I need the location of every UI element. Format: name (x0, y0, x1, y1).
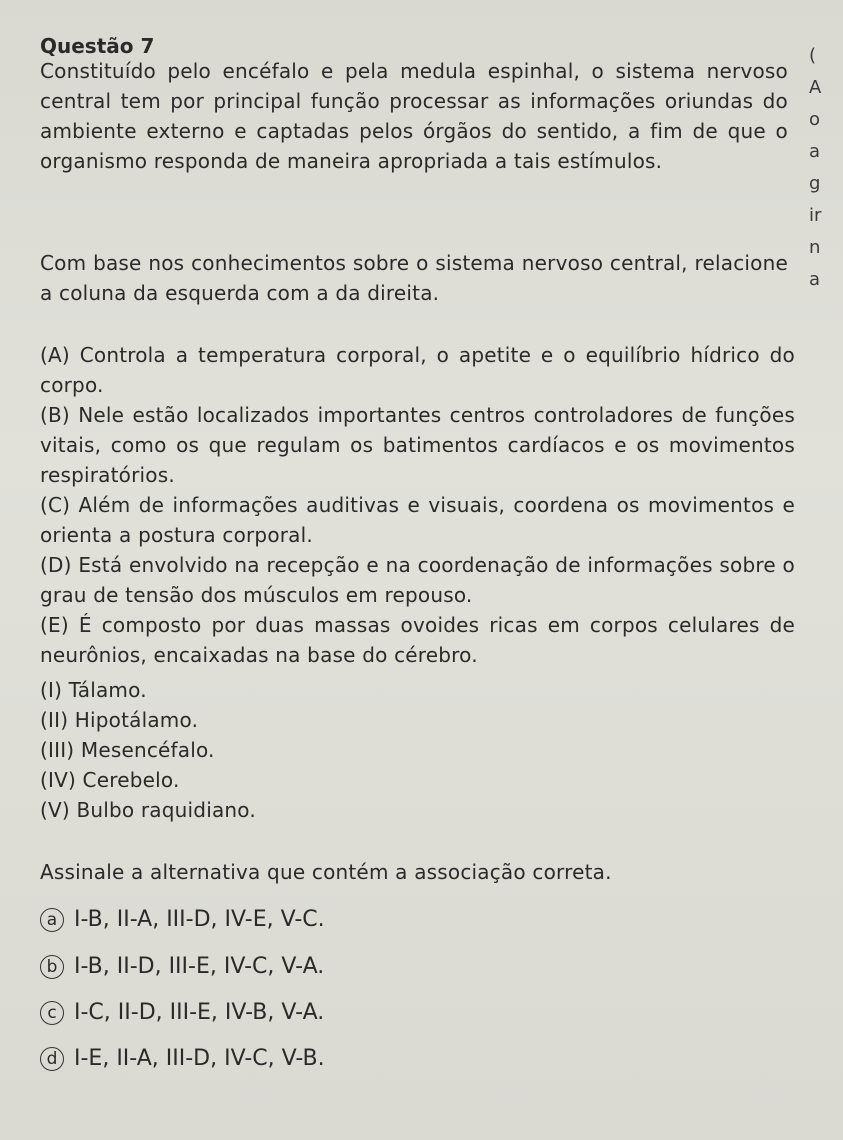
items-list (40, 675, 800, 825)
question-intro: Constituído pelo encéfalo e pela medula espinhal, o sistema nervoso central tem por principal função processar as informações oriundas do ambiente externo e captadas pelos órgãos do sentido, a fim de que o organismo responda de maneira apropriada a tais estímulos. (40, 59, 788, 173)
item-iv: (IV) Cerebelo. (40, 768, 180, 792)
item-v: (V) Bulbo raquidiano. (40, 798, 256, 822)
item-i: (I) Tálamo. (40, 678, 147, 702)
option-c-text: I-C, II-D, III-E, IV-B, V-A. (74, 1000, 325, 1025)
option-c-letter: c (40, 1001, 64, 1025)
margin-notes (809, 40, 837, 296)
margin-note: ir (809, 205, 822, 226)
question-title: Questão 7 (40, 34, 155, 58)
option-a-text: I-B, II-A, III-D, IV-E, V-C. (74, 907, 325, 932)
margin-note: g (809, 173, 821, 194)
option-b-letter: b (40, 955, 64, 979)
option-d-letter: d (40, 1047, 64, 1071)
statements-list (40, 340, 795, 670)
option-b[interactable] (40, 952, 324, 982)
statement-e: (E) É composto por duas massas ovoides ricas em corpos celulares de neurônios, encaixadas na base do cérebro. (40, 613, 795, 667)
margin-note: A (809, 77, 822, 98)
statement-d: (D) Está envolvido na recepção e na coordenação de informações sobre o grau de tensão dos músculos em repouso. (40, 553, 795, 607)
option-a-letter: a (40, 908, 64, 932)
question-instruction: Com base nos conhecimentos sobre o sistema nervoso central, relacione a coluna da esquerda com a da direita. (40, 251, 788, 305)
option-c[interactable] (40, 998, 324, 1028)
margin-note: a (809, 269, 821, 290)
item-iii: (III) Mesencéfalo. (40, 738, 215, 762)
question-prompt: Assinale a alternativa que contém a associação correta. (40, 860, 612, 884)
option-d[interactable] (40, 1044, 325, 1074)
statement-a: (A) Controla a temperatura corporal, o apetite e o equilíbrio hídrico do corpo. (40, 343, 795, 397)
margin-note: a (809, 141, 821, 162)
margin-note: n (809, 237, 821, 258)
option-a[interactable] (40, 905, 325, 935)
statement-b: (B) Nele estão localizados importantes centros controladores de funções vitais, como os que regulam os batimentos cardíacos e os movimentos respiratórios. (40, 403, 795, 487)
margin-note: ( (809, 45, 817, 66)
margin-note: o (809, 109, 821, 130)
item-ii: (II) Hipotálamo. (40, 708, 199, 732)
option-b-text: I-B, II-D, III-E, IV-C, V-A. (74, 954, 325, 979)
statement-c: (C) Além de informações auditivas e visuais, coordena os movimentos e orienta a postura corporal. (40, 493, 795, 547)
option-d-text: I-E, II-A, III-D, IV-C, V-B. (74, 1046, 325, 1071)
